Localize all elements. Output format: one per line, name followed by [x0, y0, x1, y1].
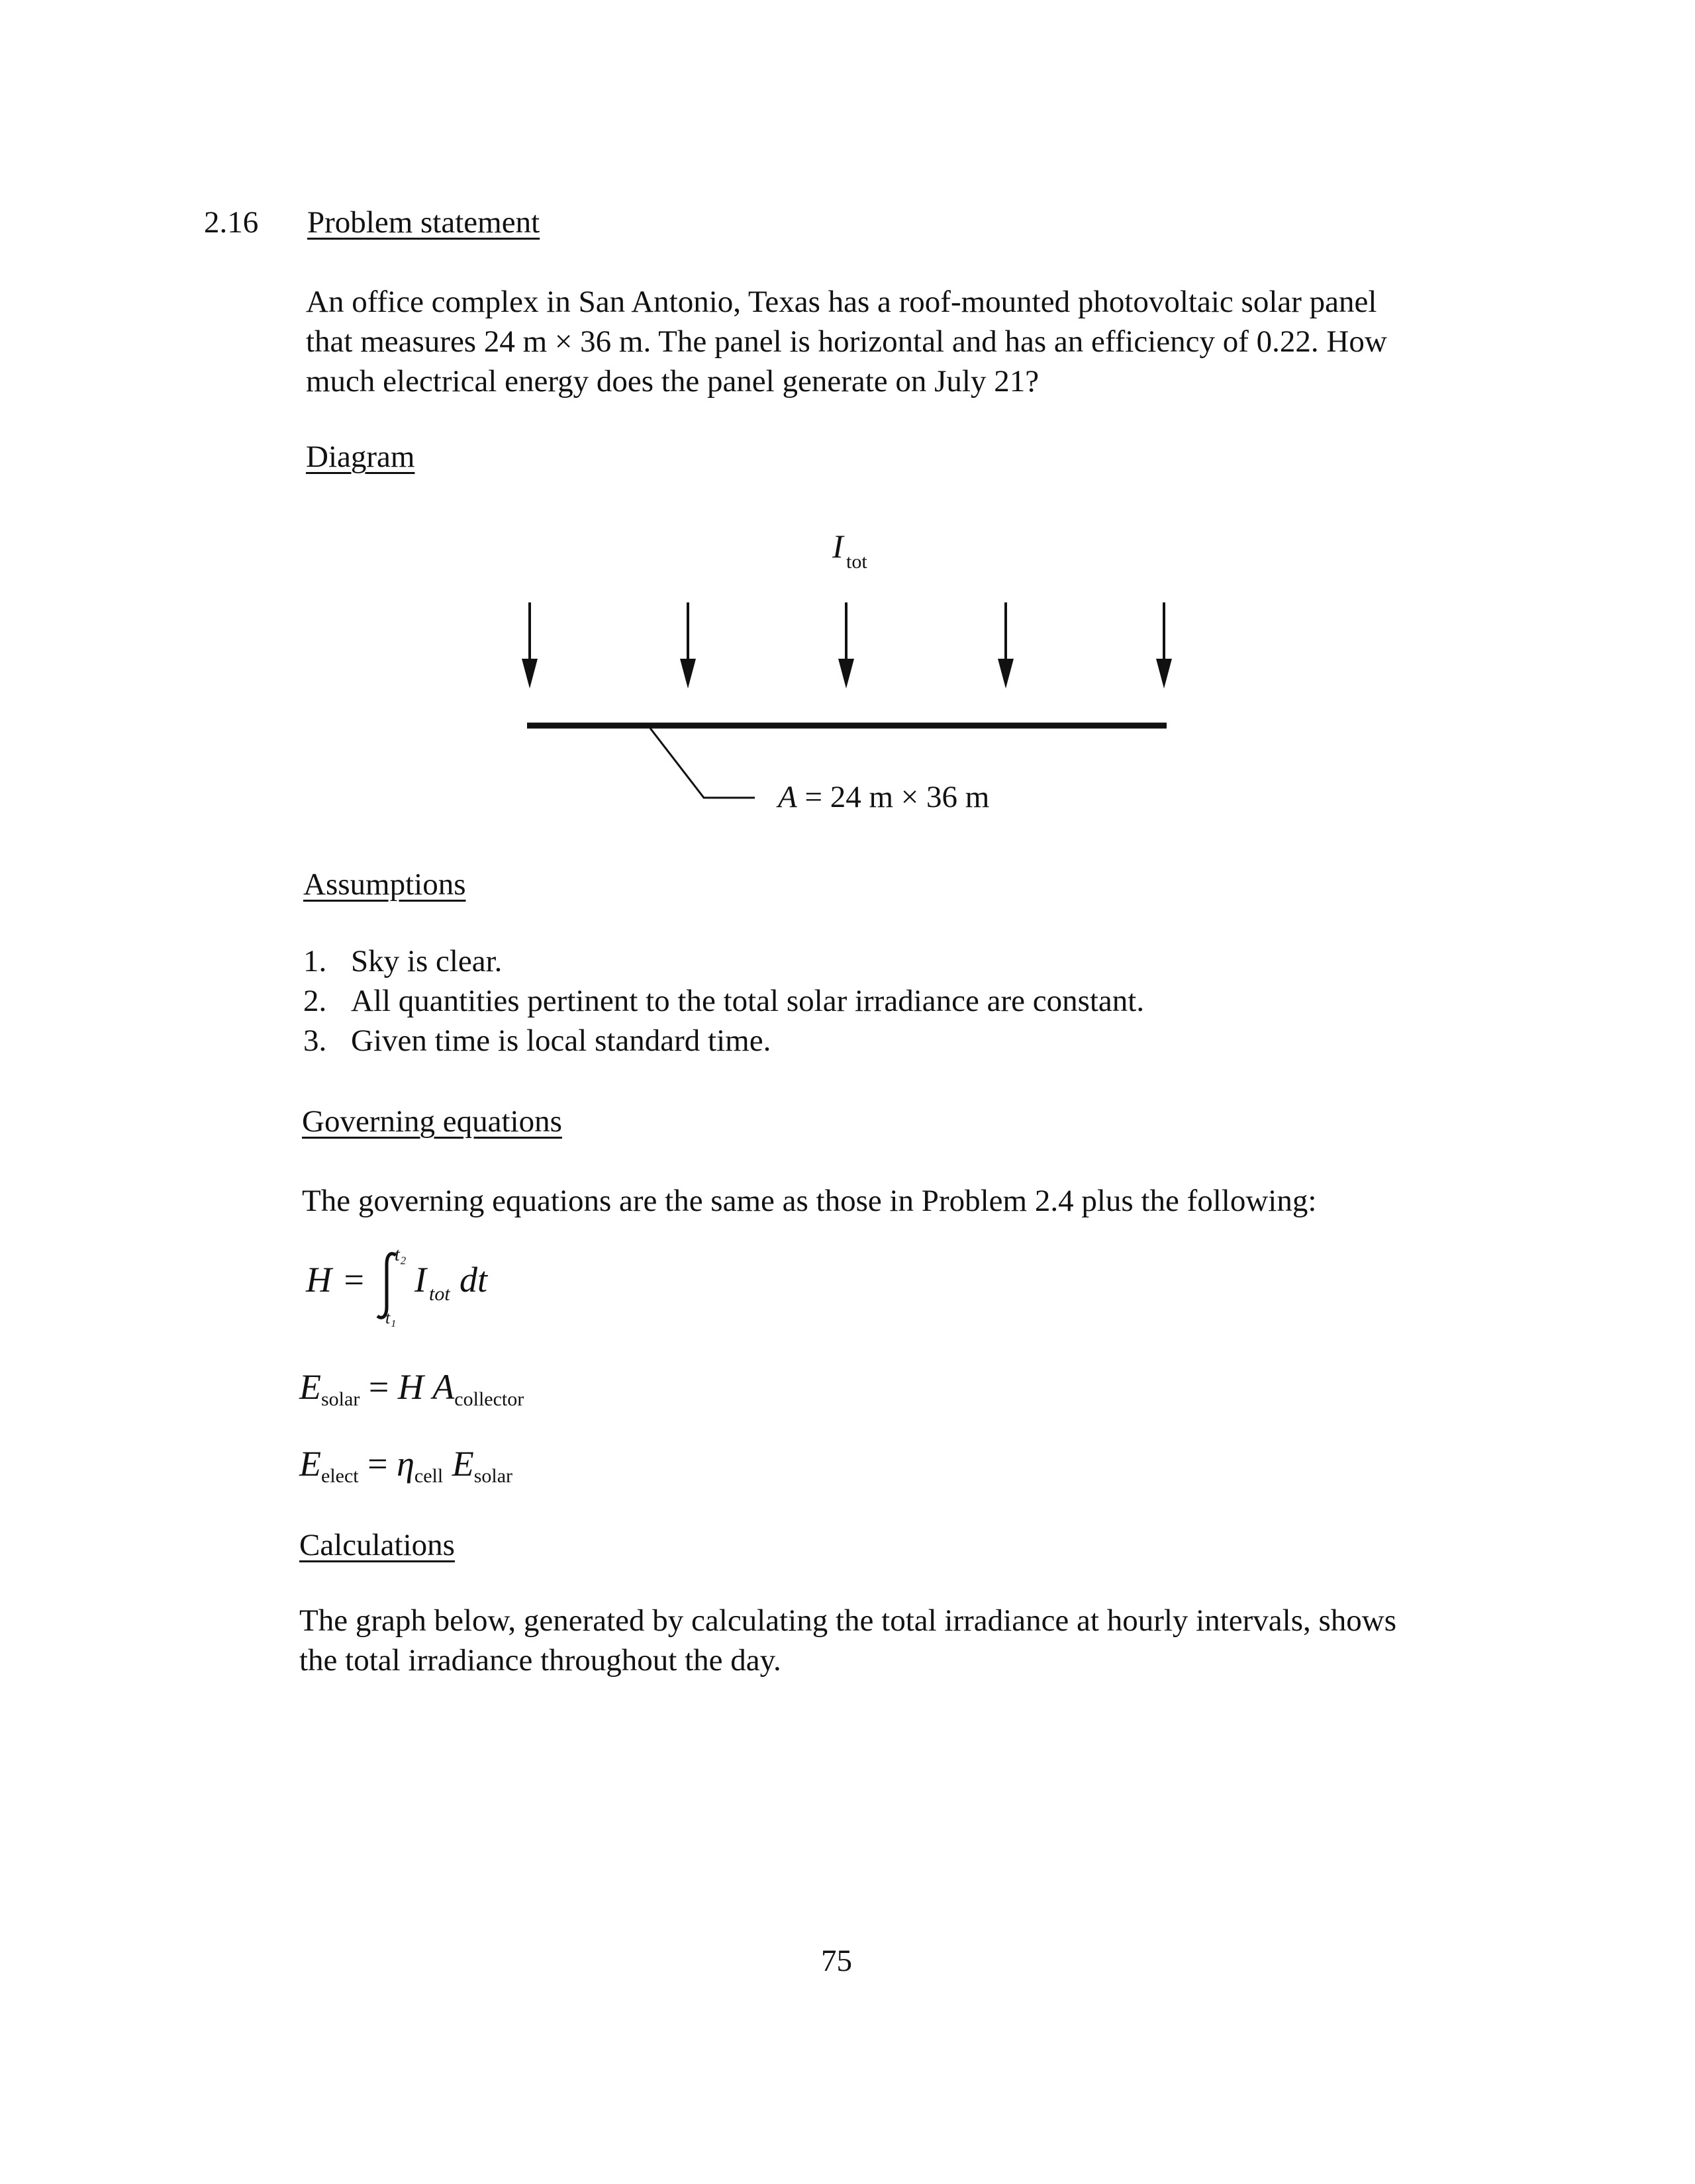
calculations-text: [299, 1601, 1478, 1680]
eq3-lhs-subscript: elect: [321, 1465, 359, 1487]
eq1-lower-limit: t₁: [385, 1308, 397, 1327]
diagram-heading: Diagram: [306, 440, 415, 474]
calculations-line-2: the total irradiance throughout the day.: [299, 1643, 781, 1678]
problem-line-3: much electrical energy does the panel generate on July 21?: [306, 364, 1040, 399]
problem-line-1: An office complex in San Antonio, Texas has a roof-mounted photovoltaic solar panel: [306, 285, 1377, 319]
area-symbol: A: [778, 780, 797, 814]
eq3-eta: η: [397, 1444, 414, 1484]
eq3-e: E: [452, 1444, 474, 1484]
eq2-lhs: E: [299, 1367, 321, 1407]
assumptions-heading: Assumptions: [303, 867, 466, 902]
assumption-text: Sky is clear.: [351, 944, 503, 978]
eq2-a: A: [432, 1367, 455, 1407]
solar-panel-diagram: [503, 523, 1218, 828]
eq3-eta-subscript: cell: [414, 1465, 444, 1487]
eq1-equals: =: [335, 1260, 373, 1300]
equation-solar-energy: [299, 1366, 524, 1411]
eq1-integrand-subscript: tot: [429, 1283, 450, 1305]
problem-statement-heading: Problem statement: [307, 205, 540, 240]
eq1-upper-limit: t₂: [395, 1245, 407, 1265]
eq2-lhs-subscript: solar: [321, 1388, 360, 1410]
eq3-e-subscript: solar: [473, 1465, 513, 1487]
irradiance-arrow: [522, 602, 538, 688]
eq3-lhs: E: [299, 1444, 321, 1484]
equation-energy-integral: [306, 1245, 571, 1331]
irradiance-arrow: [998, 602, 1014, 688]
assumption-number: 2.: [303, 984, 327, 1018]
assumption-text: All quantities pertinent to the total solar irradiance are constant.: [351, 984, 1145, 1018]
eq2-equals: =: [360, 1367, 398, 1407]
assumption-item: [303, 1021, 1482, 1061]
equation-electrical-energy: [299, 1443, 512, 1488]
irradiance-arrow: [838, 602, 854, 688]
assumption-number: 3.: [303, 1023, 327, 1058]
assumptions-list: [303, 941, 1482, 1061]
assumption-item: [303, 981, 1482, 1021]
irradiance-arrow: [680, 602, 696, 688]
irradiance-symbol: I: [832, 528, 844, 565]
assumption-text: Given time is local standard time.: [351, 1023, 771, 1058]
governing-equations-intro: The governing equations are the same as those in Problem 2.4 plus the following:: [302, 1184, 1317, 1218]
assumption-number: 1.: [303, 944, 327, 978]
calculations-line-1: The graph below, generated by calculating the total irradiance at hourly intervals, shows: [299, 1603, 1397, 1638]
assumption-item: [303, 941, 1482, 981]
page-number: 75: [821, 1944, 852, 1978]
irradiance-arrows: [522, 602, 1172, 688]
area-label: [776, 780, 989, 814]
governing-equations-heading: Governing equations: [302, 1104, 562, 1139]
problem-statement-text: [306, 282, 1484, 401]
irradiance-arrow: [1156, 602, 1172, 688]
area-value: = 24 m × 36 m: [797, 780, 990, 814]
problem-line-2: that measures 24 m × 36 m. The panel is horizontal and has an efficiency of 0.22. How: [306, 324, 1387, 359]
calculations-heading: Calculations: [299, 1528, 455, 1562]
eq3-equals: =: [358, 1444, 397, 1484]
eq1-integrand: I: [414, 1260, 426, 1300]
eq2-h: H: [397, 1367, 424, 1407]
eq1-dt: dt: [460, 1260, 488, 1300]
eq2-a-subscript: collector: [454, 1388, 524, 1410]
area-leader-line: [650, 728, 755, 798]
eq1-lhs: H: [306, 1260, 332, 1300]
irradiance-subscript: tot: [846, 551, 867, 573]
problem-number: 2.16: [204, 205, 259, 240]
